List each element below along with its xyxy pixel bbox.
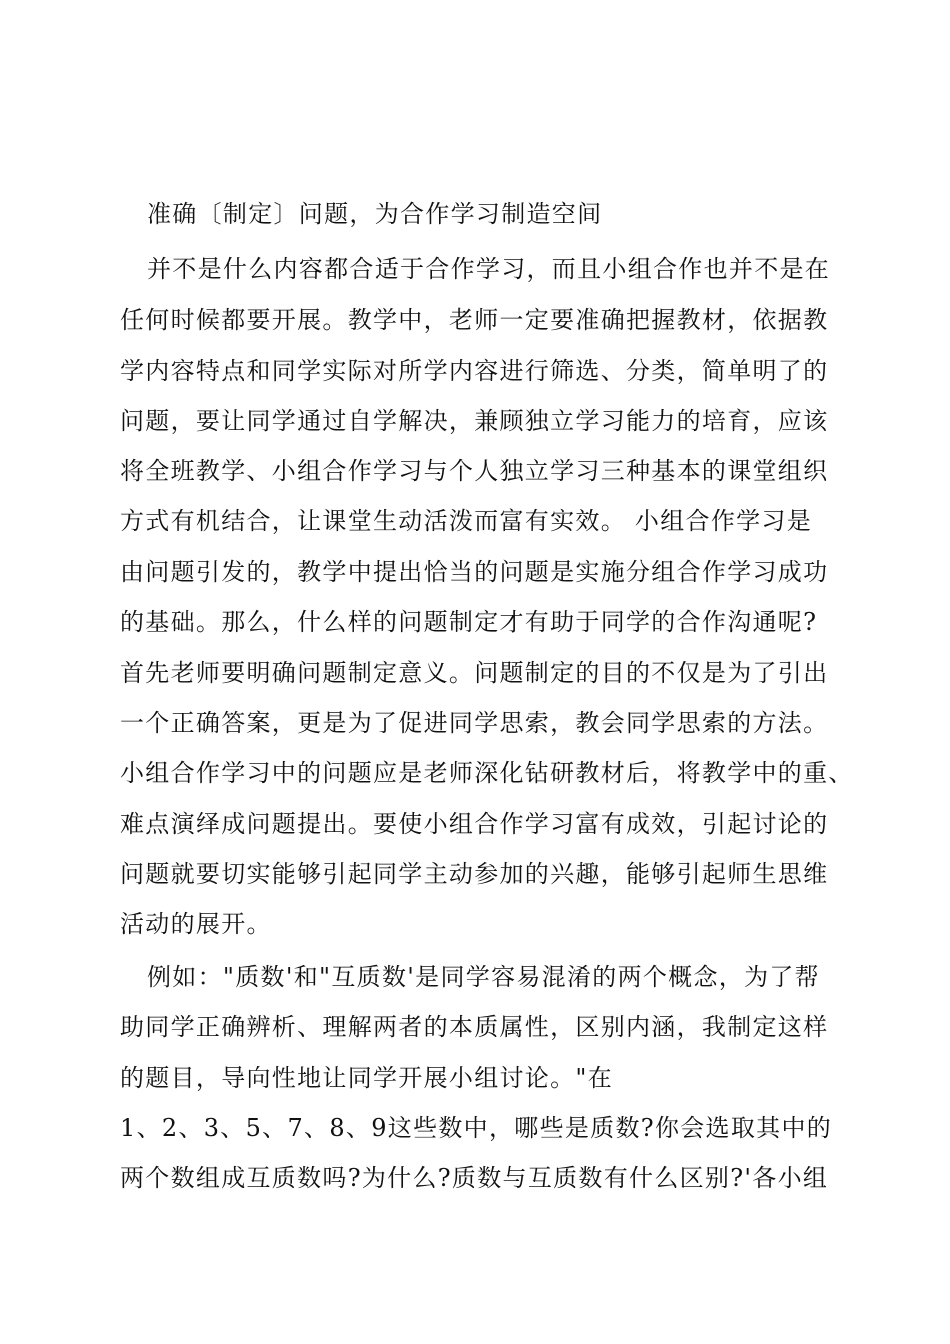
paragraph-line: 助同学正确辨析、理解两者的本质属性，区别内涵，我制定这样	[120, 1013, 829, 1041]
paragraph-line: 例如："质数'和"互质数'是同学容易混淆的两个概念，为了帮	[147, 963, 820, 991]
paragraph-line: 活动的展开。	[120, 910, 272, 938]
paragraph-line: 并不是什么内容都合适于合作学习，而且小组合作也并不是在	[147, 255, 831, 283]
paragraph-line: 小组合作学习中的问题应是老师深化钻研教材后，将教学中的重、	[120, 759, 854, 787]
paragraph-line: 的题目，导向性地让同学开展小组讨论。"在	[120, 1064, 614, 1092]
paragraph-line: 学内容特点和同学实际对所学内容进行筛选、分类，简单明了的	[120, 357, 829, 385]
paragraph-line: 一个正确答案，更是为了促进同学思索，教会同学思索的方法。	[120, 709, 829, 737]
section-heading: 准确〔制定〕问题，为合作学习制造空间	[147, 200, 603, 228]
paragraph-line: 难点演绎成问题提出。要使小组合作学习富有成效，引起讨论的	[120, 810, 829, 838]
paragraph-line: 的基础。那么，什么样的问题制定才有助于同学的合作沟通呢?	[120, 608, 818, 636]
paragraph-line: 首先老师要明确问题制定意义。问题制定的目的不仅是为了引出	[120, 659, 829, 687]
paragraph-line: 1、2、3、5、7、8、9这些数中，哪些是质数?你会选取其中的	[120, 1114, 833, 1142]
paragraph-line: 将全班教学、小组合作学习与个人独立学习三种基本的课堂组织	[120, 457, 829, 485]
paragraph-line: 两个数组成互质数吗?为什么?质数与互质数有什么区别?'各小组	[120, 1164, 829, 1192]
paragraph-line: 任何时候都要开展。教学中，老师一定要准确把握教材，依据教	[120, 306, 829, 334]
paragraph-line: 问题，要让同学通过自学解决，兼顾独立学习能力的培育，应该	[120, 407, 829, 435]
paragraph-line: 由问题引发的，教学中提出恰当的问题是实施分组合作学习成功	[120, 558, 829, 586]
paragraph-line: 问题就要切实能够引起同学主动参加的兴趣，能够引起师生思维	[120, 860, 829, 888]
paragraph-line: 方式有机结合，让课堂生动活泼而富有实效。 小组合作学习是	[120, 507, 813, 535]
